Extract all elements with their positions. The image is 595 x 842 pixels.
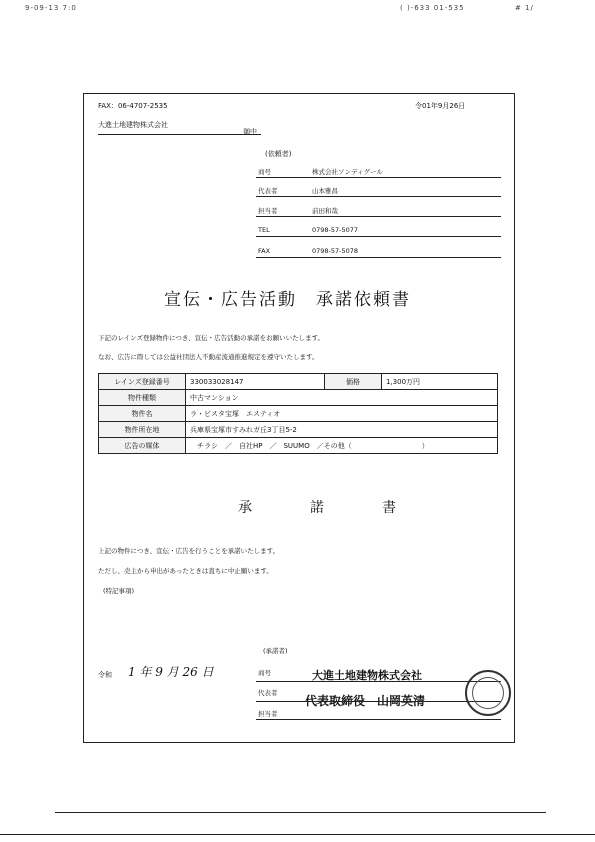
approver-value-company: 大進土地建物株式会社 xyxy=(312,669,422,682)
reins-label: レインズ登録番号 xyxy=(99,374,186,390)
approver-line xyxy=(256,719,501,720)
media-value: チラシ ／ 自社HP ／ SUUMO ／その他（ ） xyxy=(186,438,498,454)
fax-header-right: # 1/ xyxy=(515,4,534,12)
type-value: 中古マンション xyxy=(186,390,498,406)
table-row xyxy=(99,438,498,454)
document-title: 宣伝・広告活動 承諾依頼書 xyxy=(164,290,411,310)
fax-header-left: 9-09-13 7:0 xyxy=(25,4,77,12)
requester-label-tel: TEL xyxy=(258,226,270,234)
approver-label-company: 商号 xyxy=(258,669,271,677)
requester-label-staff: 担当者 xyxy=(258,207,278,215)
requester-label-company: 商号 xyxy=(258,168,271,176)
approver-value-representative: 代表取締役 山岡英清 xyxy=(305,694,426,708)
intro-line-2: なお、広告に際しては公益社団法人不動産流通推進規定を遵守いたします。 xyxy=(98,353,319,361)
type-label: 物件種類 xyxy=(99,390,186,406)
approver-line xyxy=(256,701,501,702)
requester-heading: (依頼者) xyxy=(265,150,292,158)
requester-line xyxy=(256,177,501,178)
recipient-fax: FAX：06-4707-2535 xyxy=(98,102,168,110)
reins-value: 330033028147 xyxy=(186,374,325,390)
requester-value-company: 株式会社ソンディグール xyxy=(312,168,383,176)
approver-label-staff: 担当者 xyxy=(258,710,278,718)
table-row xyxy=(99,390,498,406)
approver-label-representative: 代表者 xyxy=(258,689,278,697)
approval-line-1: 上記の物件につき、宣伝・広告を行うことを承諾いたします。 xyxy=(98,547,280,555)
approver-line xyxy=(256,681,501,682)
special-notes-heading: (特記事項) xyxy=(103,587,135,595)
approval-date-era: 令和 xyxy=(98,671,112,679)
approver-heading: (承諾者) xyxy=(263,647,288,655)
document-date: 令01年9月26日 xyxy=(415,102,466,110)
requester-label-representative: 代表者 xyxy=(258,187,278,195)
price-label: 価格 xyxy=(325,374,382,390)
fax-header-middle: ( )-633 01-535 xyxy=(400,4,465,12)
approval-date-handwritten: 1 年 9 月 26 日 xyxy=(128,665,214,679)
requester-value-tel: 0798-57-5077 xyxy=(312,226,359,234)
intro-line-1: 下記のレインズ登録物件につき、宣伝・広告活動の承諾をお願いいたします。 xyxy=(98,334,325,342)
name-value: ラ・ビスタ宝塚 エスティオ xyxy=(186,406,498,422)
price-value: 1,300万円 xyxy=(382,374,498,390)
requester-label-fax: FAX xyxy=(258,247,271,255)
footer-rule xyxy=(55,812,546,813)
name-label: 物件名 xyxy=(99,406,186,422)
requester-line xyxy=(256,216,501,217)
requester-line xyxy=(256,236,501,237)
recipient-honorific: 御中 xyxy=(243,128,257,136)
address-label: 物件所在地 xyxy=(99,422,186,438)
table-row xyxy=(99,374,498,390)
recipient-company: 大進土地建物株式会社 xyxy=(98,121,168,129)
property-table xyxy=(98,373,498,454)
company-seal-stamp xyxy=(465,670,511,716)
address-value: 兵庫県宝塚市すみれガ丘3丁目5-2 xyxy=(186,422,498,438)
requester-line xyxy=(256,196,501,197)
table-row xyxy=(99,422,498,438)
requester-line xyxy=(256,257,501,258)
approval-line-2: ただし、売主から申出があったときは直ちに中止願います。 xyxy=(98,567,273,575)
media-label: 広告の媒体 xyxy=(99,438,186,454)
table-row xyxy=(99,406,498,422)
approval-title: 承諾書 xyxy=(238,500,454,516)
requester-value-representative: 山本雅昌 xyxy=(312,187,338,195)
recipient-underline xyxy=(98,134,261,135)
requester-value-staff: 前田和哉 xyxy=(312,207,338,215)
footer-rule-bottom xyxy=(0,834,595,835)
requester-value-fax: 0798-57-5078 xyxy=(312,247,359,255)
